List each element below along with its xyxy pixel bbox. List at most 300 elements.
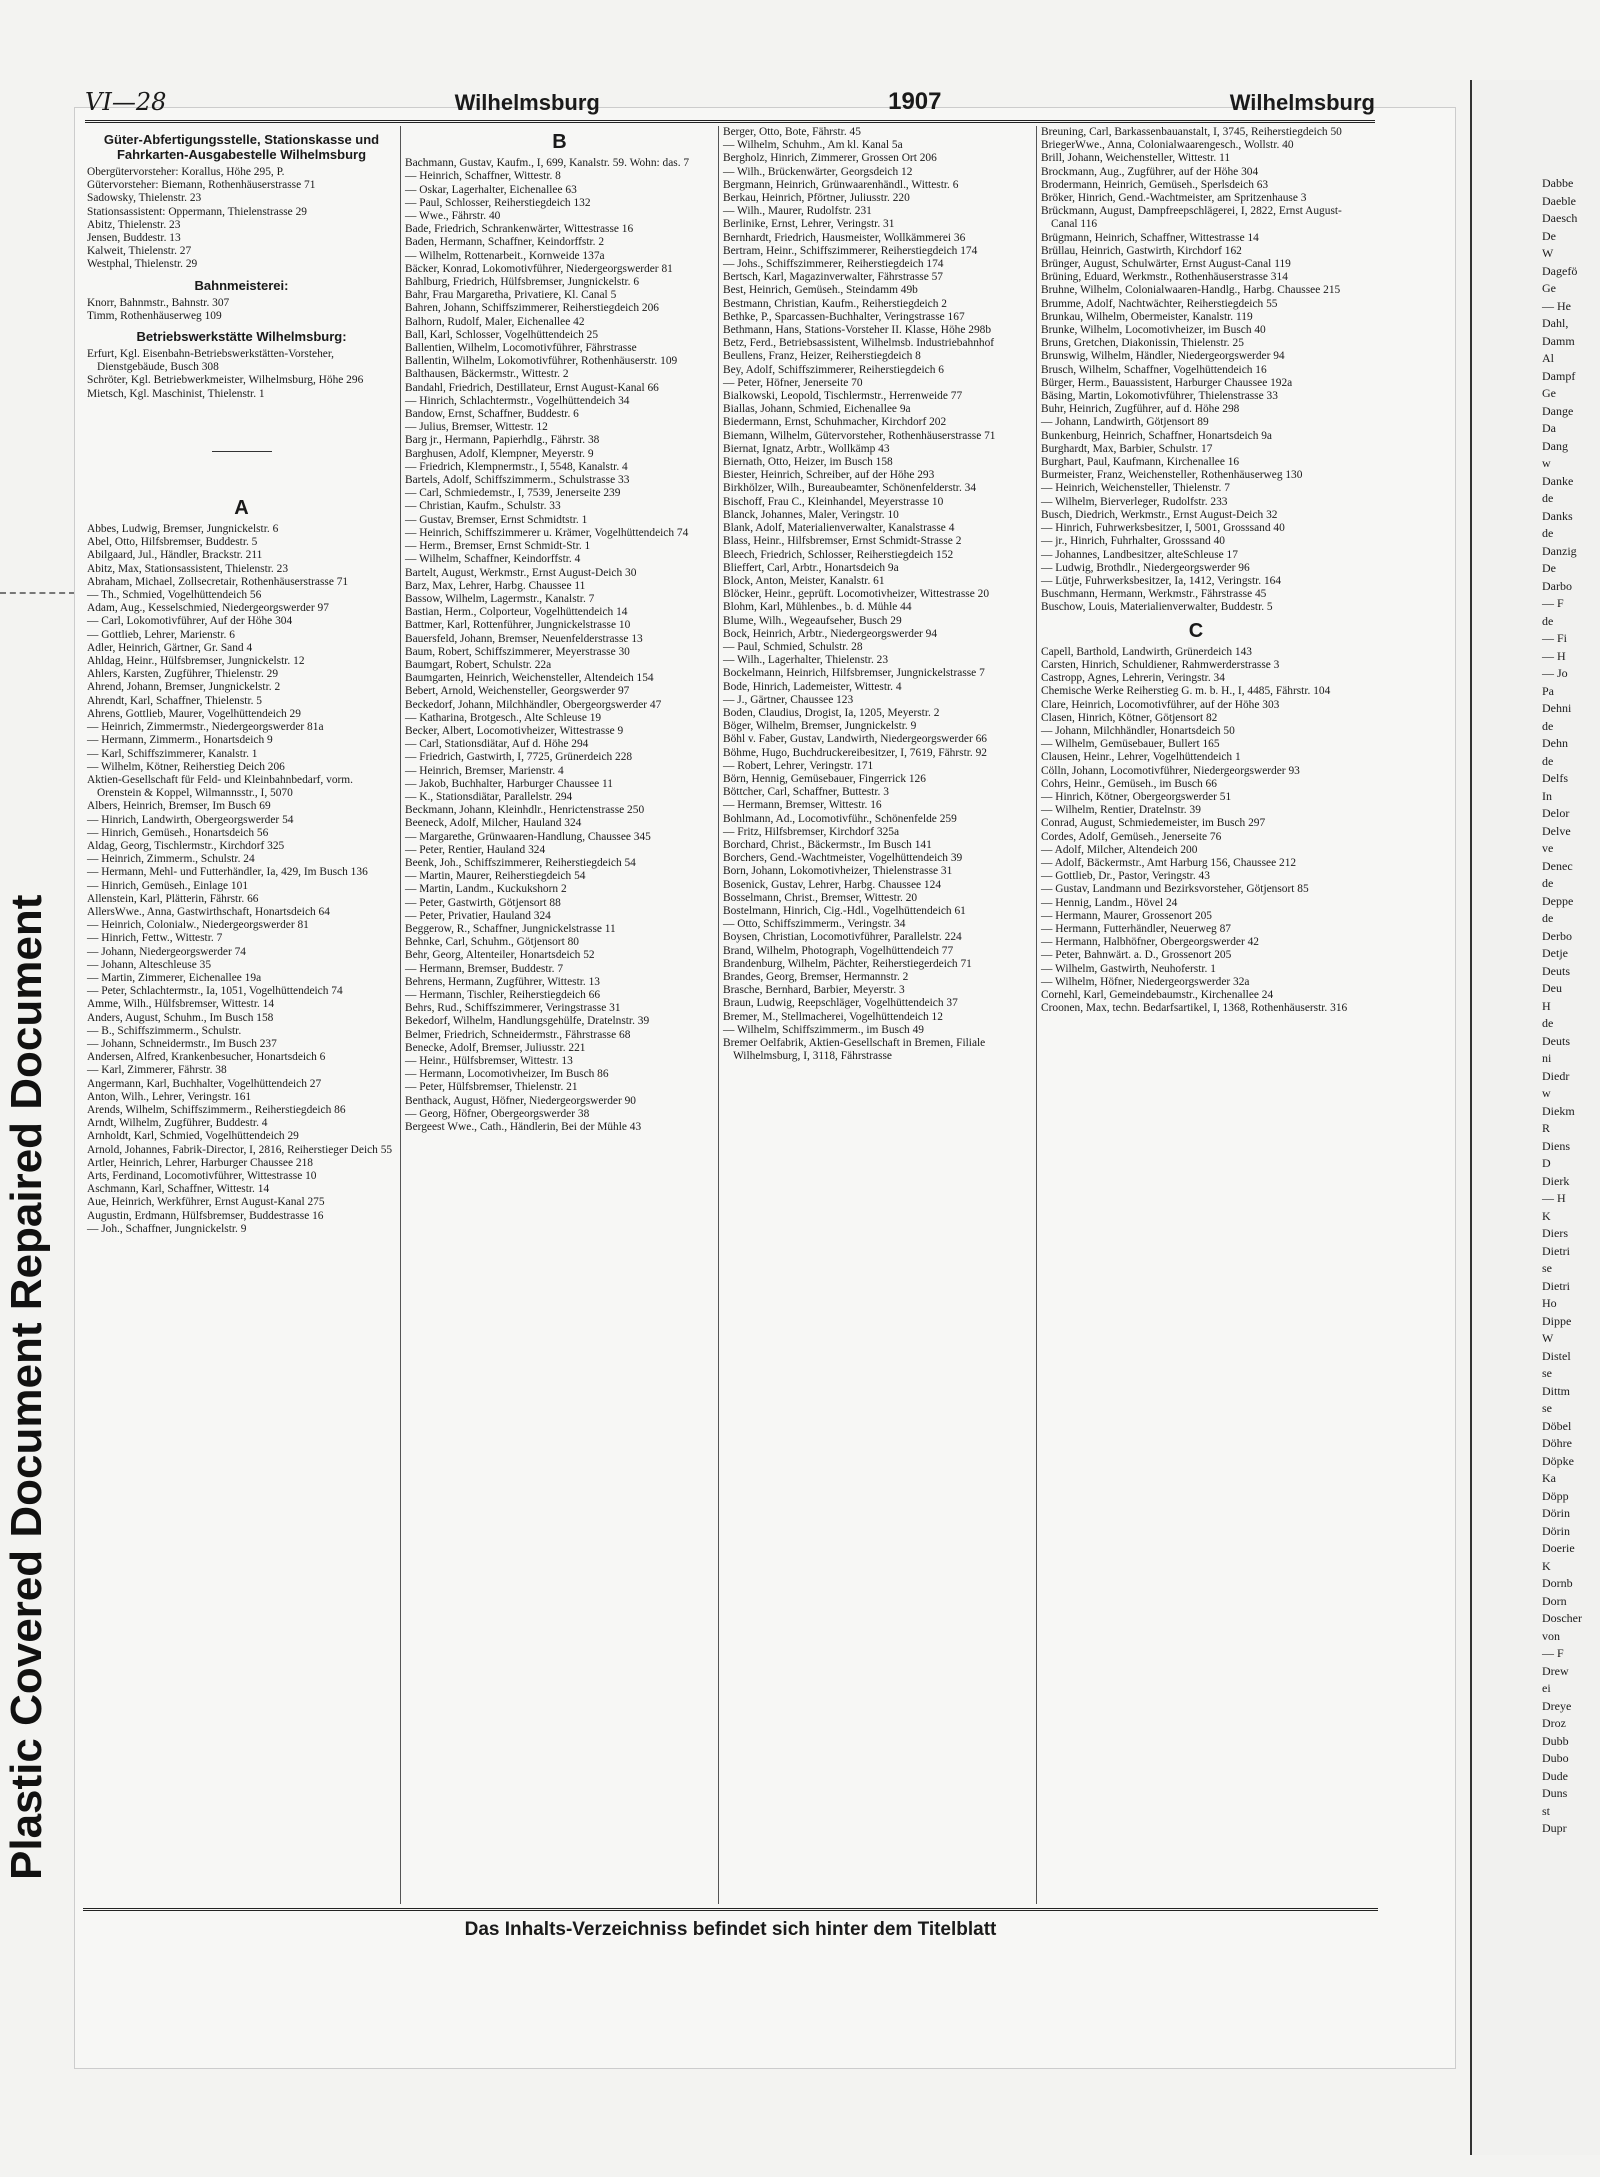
directory-entry: — Friedrich, Gastwirth, I, 7725, Grünerdeich 228 [405,751,633,764]
directory-entry: Abraham, Michael, Zollsecretair, Rothenhäuserstrasse 71 [87,575,349,588]
fragment-line: se [1542,1366,1552,1380]
directory-entry: Ahrend, Johann, Bremser, Jungnickelstr. 2 [87,681,281,694]
directory-entry: Anton, Wilh., Lehrer, Veringstr. 161 [87,1090,252,1103]
fragment-line: de [1542,876,1554,890]
directory-entry: — Johann, Schneidermstr., Im Busch 237 [87,1037,277,1050]
directory-entry: Beckedorf, Johann, Milchhändler, Obergeorgswerder 47 [405,698,662,711]
directory-entry: Allenstein, Karl, Plätterin, Fährstr. 66 [87,892,259,905]
directory-entry: Aschmann, Karl, Schaffner, Wittestr. 14 [87,1183,270,1196]
directory-entry: Bosselmann, Christ., Bremser, Wittestr. 20 [723,891,918,904]
fragment-line: Daesch [1542,211,1578,225]
letter-heading: A [234,496,249,519]
directory-entry: — Hermann, Halbhöfner, Obergeorgswerder 42 [1041,936,1260,949]
directory-entry: — Wilhelm, Schuhm., Am kl. Kanal 5a [723,139,903,152]
directory-entry: Berger, Otto, Bote, Fährstr. 45 [723,126,861,138]
directory-entry: Blank, Adolf, Materialienverwalter, Kanalstrasse 4 [723,522,955,535]
directory-entry: Buhr, Heinrich, Zugführer, auf d. Höhe 298 [1041,403,1240,416]
fragment-line: K [1542,1558,1551,1573]
directory-entry: Bestmann, Christian, Kaufm., Reiherstiegdeich 2 [723,297,947,310]
directory-entry: — Hennig, Landm., Hövel 24 [1041,896,1178,909]
directory-entry: — Hermann, Zimmerm., Honartsdeich 9 [87,734,273,747]
directory-entry: Bethmann, Hans, Stations-Vorsteher II. Klasse, Höhe 298b [723,324,992,337]
fragment-line: — F [1542,596,1564,610]
directory-entry: Burghart, Paul, Kaufmann, Kirchenallee 16 [1041,456,1240,469]
directory-entry: — Martin, Zimmerer, Eichenallee 19a [87,971,262,984]
directory-entry: Arnold, Johannes, Fabrik-Director, I, 2816, Reiherstieger Deich 55 [87,1143,393,1156]
fragment-line: Dupr [1542,1821,1567,1835]
directory-entry: Arts, Ferdinand, Locomotivführer, Wittestrasse 10 [87,1170,317,1182]
directory-entry: Bandahl, Friedrich, Destillateur, Ernst August-Kanal 66 [405,381,659,394]
fragment-line: De [1542,561,1556,575]
directory-entry: — Joh., Schaffner, Jungnickelstr. 9 [87,1222,247,1235]
directory-column [401,126,719,1904]
directory-entry: Carsten, Hinrich, Schuldiener, Rahmwerderstrasse 3 [1041,658,1280,671]
directory-entry: — Heinrich, Colonialw., Niedergeorgswerder 81 [87,919,309,932]
directory-entry: Block, Anton, Meister, Kanalstr. 61 [723,574,885,587]
directory-entry: — Wilhelm, Schiffszimmerm., im Busch 49 [723,1023,924,1036]
directory-entry: Brockmann, Aug., Zugführer, auf der Höhe 304 [1041,165,1259,178]
directory-entry: Andersen, Alfred, Krankenbesucher, Honartsdeich 6 [87,1051,326,1064]
directory-entry: Adam, Aug., Kesselschmied, Niedergeorgswerder 97 [87,602,329,615]
directory-entry: — Hinrich, Gemüseh., Honartsdeich 56 [87,826,269,839]
directory-entry: — Wilhelm, Höfner, Niedergeorgswerder 32a [1041,975,1250,988]
directory-entry: — Georg, Höfner, Obergeorgswerder 38 [405,1107,590,1120]
fragment-line: de [1542,526,1554,540]
fragment-line: Daeble [1542,193,1576,208]
directory-entry: Brodermann, Heinrich, Gemüseh., Sperlsdeich 63 [1041,178,1269,191]
fragment-line: Dude [1542,1768,1568,1783]
directory-entry: Berlinike, Ernst, Lehrer, Veringstr. 31 [723,218,895,231]
directory-entry: Barghusen, Adolf, Klempner, Meyerstr. 9 [405,447,594,460]
directory-entry: — Otto, Schiffszimmerm., Veringstr. 34 [723,918,906,931]
fragment-line: Dehn [1542,736,1568,750]
header-city-right: Wilhelmsburg [1229,90,1375,115]
directory-entry: Bahlburg, Friedrich, Hülfsbremser, Jungnickelstr. 6 [405,276,640,289]
section-title: Bahnmeisterei: [194,277,289,293]
directory-entry: Busch, Diedrich, Werkmstr., Ernst August-Deich 32 [1041,508,1278,521]
header-city-left: Wilhelmsburg [454,90,600,115]
directory-entry: Bastian, Herm., Colporteur, Vogelhüttendeich 14 [405,606,628,619]
directory-entry: — Carl, Schmiedemstr., I, 7539, Jenerseite 239 [405,487,621,500]
directory-entry: Bergholz, Hinrich, Zimmerer, Grossen Ort 206 [723,152,937,165]
directory-entry: — Wilhelm, Rottenarbeit., Kornweide 137a [405,249,605,262]
directory-entry: Arnholdt, Karl, Schmied, Vogelhüttendeich 29 [87,1130,299,1143]
fragment-line: Dampf [1542,368,1576,383]
directory-entry: Biernat, Ignatz, Arbtr., Wollkämp 43 [723,442,890,455]
directory-entry: Benecke, Adolf, Bremser, Juliusstr. 221 [405,1041,586,1054]
directory-entry: Borchard, Christ., Bäckermstr., Im Busch 141 [723,838,932,851]
directory-entry: — Hermann, Bremser, Wittestr. 16 [723,799,882,812]
directory-entry: Best, Heinrich, Gemüseh., Steindamm 49b [723,284,918,297]
fragment-line: Dierk [1542,1173,1570,1188]
directory-entry: Chemische Werke Reiherstieg G. m. b. H., I, 4485, Fährstr. 104 [1041,685,1331,698]
directory-entry: Bachmann, Gustav, Kaufm., I, 699, Kanalstr. 59. Wohn: das. 7 [405,157,690,170]
directory-entry: Cordes, Adolf, Gemüseh., Jenerseite 76 [1041,830,1222,843]
directory-entry: Blass, Heinr., Hilfsbremser, Ernst Schmidt-Strasse 2 [723,535,962,548]
directory-entry: — Hinrich, Schlachtermstr., Vogelhüttendeich 34 [405,394,630,407]
fragment-line: de [1542,491,1554,505]
directory-entry: Ahrendt, Karl, Schaffner, Thielenstr. 5 [87,694,262,707]
fragment-line: Dittm [1542,1383,1571,1398]
directory-entry: Burghardt, Max, Barbier, Schulstr. 17 [1041,442,1213,455]
fragment-line: Duns [1542,1786,1568,1800]
directory-entry: Clausen, Heinr., Lehrer, Vogelhüttendeich 1 [1041,751,1241,764]
directory-entry: Behr, Georg, Altenteiler, Honartsdeich 52 [405,949,595,962]
directory-entry: — Peter, Hülfsbremser, Thielenstr. 21 [405,1081,578,1094]
fragment-line: Döhre [1542,1436,1572,1450]
directory-entry: Böttcher, Carl, Schaffner, Buttestr. 3 [723,786,889,799]
directory-entry: — Karl, Schiffszimmerer, Kanalstr. 1 [87,747,258,760]
fragment-line: Diers [1542,1226,1568,1240]
directory-entry: Bruhne, Wilhelm, Colonialwaaren-Handlg., Harbg. Chaussee 215 [1041,284,1341,297]
fragment-line: Deu [1542,981,1562,995]
fragment-line: Döbel [1542,1418,1572,1433]
directory-entry: Artler, Heinrich, Lehrer, Harburger Chaussee 218 [87,1156,313,1169]
directory-entry: Knorr, Bahnmstr., Bahnstr. 307 [87,296,230,309]
directory-entry: Biedermann, Ernst, Schuhmacher, Kirchdorf 202 [723,416,947,429]
directory-entry: Angermann, Karl, Buchhalter, Vogelhüttendeich 27 [87,1077,322,1090]
directory-entry: Bethke, P., Sparcassen-Buchhalter, Veringstrasse 167 [723,310,965,323]
directory-entry: — Carl, Stationsdiätar, Auf d. Höhe 294 [405,738,589,751]
directory-entry: Buschow, Louis, Materialienverwalter, Buddestr. 5 [1041,601,1273,614]
directory-entry: — Th., Schmied, Vogelhüttendeich 56 [87,589,262,602]
fragment-line: W [1542,246,1554,260]
fragment-line: de [1542,753,1554,768]
directory-entry: Cohrs, Heinr., Gemüseh., im Busch 66 [1041,777,1217,790]
directory-entry: Aue, Heinrich, Werkführer, Ernst August-Kanal 275 [87,1196,325,1209]
directory-entry: — Gustav, Bremser, Ernst Schmidtstr. 1 [405,513,588,526]
fragment-line: Dabbe [1542,176,1574,190]
directory-entry: Ahlers, Karsten, Zugführer, Thielenstr. 29 [87,668,279,681]
directory-entry: Birkhölzer, Wilh., Bureaubeamter, Schönenfelderstr. 34 [723,482,977,495]
directory-entry: Behrs, Rud., Schiffszimmerer, Veringstrasse 31 [405,1002,621,1015]
directory-entry: Bey, Adolf, Schiffszimmerer, Reiherstiegdeich 6 [723,363,944,376]
directory-entry: Böhme, Hugo, Buchdruckereibesitzer, I, 7619, Fährstr. 92 [723,746,988,759]
fragment-line: Dörin [1542,1523,1570,1538]
directory-entry: Westphal, Thielenstr. 29 [87,258,198,271]
directory-entry: — Wwe., Fährstr. 40 [405,210,501,223]
directory-entry: — Adolf, Bäckermstr., Amt Harburg 156, Chaussee 212 [1041,856,1297,869]
directory-entry: — Lütje, Fuhrwerksbesitzer, Ia, 1412, Veringstr. 164 [1041,574,1282,587]
fragment-line: Dorn [1542,1593,1567,1608]
directory-entry: Bertram, Heinr., Schiffszimmerer, Reiherstiegdeich 174 [723,244,978,257]
directory-entry: Brandes, Georg, Bremser, Hermannstr. 2 [723,971,909,983]
fragment-line: w [1542,456,1551,470]
directory-entry: — Jakob, Buchhalter, Harburger Chaussee 11 [405,777,614,790]
directory-entry: Blume, Wilh., Wegeaufseher, Busch 29 [723,614,902,627]
fragment-line: — Jo [1542,666,1568,680]
fragment-line: Pa [1542,683,1554,698]
directory-entry: Bandow, Ernst, Schaffner, Buddestr. 6 [405,408,579,421]
fragment-line: von [1542,1628,1560,1643]
fragment-line: Doerie [1542,1541,1575,1555]
directory-entry: Schröter, Kgl. Betriebwerkmeister, Wilhelmsburg, Höhe 296 [87,374,364,387]
directory-entry: Berkau, Heinrich, Pförtner, Juliusstr. 220 [723,192,910,205]
fragment-line: Derbo [1542,928,1572,943]
fragment-line: st [1542,1803,1551,1818]
directory-entry: — Martin, Landm., Kuckukshorn 2 [405,883,567,896]
directory-page [75,88,1455,2068]
directory-entry: Balthausen, Bäckermstr., Wittestr. 2 [405,368,569,381]
directory-entry: Behnke, Carl, Schuhm., Götjensort 80 [405,936,580,949]
directory-entry: Arndt, Wilhelm, Zugführer, Buddestr. 4 [87,1117,268,1130]
fragment-line: — H [1542,1191,1566,1205]
fragment-line: Droz [1542,1716,1566,1730]
directory-entry: Bruns, Gretchen, Diakonissin, Thielenstr. 25 [1041,337,1244,350]
directory-entry: Bunkenburg, Heinrich, Schaffner, Honartsdeich 9a [1041,429,1272,442]
page-footer: Das Inhalts-Verzeichniss befindet sich hinter dem Titelblatt [83,1908,1378,1941]
directory-entry: Augustin, Erdmann, Hülfsbremser, Buddestrasse 16 [87,1209,324,1222]
fragment-line: Delfs [1542,771,1568,785]
directory-entry: Boysen, Christian, Locomotivführer, Parallelstr. 224 [723,931,962,944]
directory-entry: — Gottlieb, Dr., Pastor, Veringstr. 43 [1041,870,1210,883]
directory-entry: Blieffert, Carl, Arbtr., Honartsdeich 9a [723,561,899,574]
fragment-line: Ge [1542,281,1556,295]
directory-entry: Castropp, Agnes, Lehrerin, Veringstr. 34 [1041,672,1225,685]
directory-entry: — Wilh., Lagerhalter, Thielenstr. 23 [723,654,889,667]
directory-entry: — Peter, Gastwirth, Götjensort 88 [405,896,561,909]
fragment-line: — He [1542,298,1571,313]
fragment-line: Döpp [1542,1488,1569,1503]
directory-entry: — Heinrich, Schaffner, Wittestr. 8 [405,170,561,183]
directory-entry: — Heinrich, Zimmermstr., Niedergeorgswerder 81a [87,721,324,734]
directory-entry: Bernhardt, Friedrich, Hausmeister, Wollkämmerei 36 [723,231,966,244]
directory-entry: — Johannes, Landbesitzer, alteSchleuse 17 [1041,548,1238,561]
fragment-line: Dietri [1542,1243,1570,1258]
directory-entry: — Johann, Niedergeorgswerder 74 [87,945,247,958]
directory-entry: Abbes, Ludwig, Bremser, Jungnickelstr. 6 [87,523,279,536]
directory-entry: Bremer Oelfabrik, Aktien-Gesellschaft in Bremen, Filiale Wilhelmsburg, I, 3118, Fährstrasse [723,1037,986,1063]
directory-entry: Sadowsky, Thielenstr. 23 [87,192,202,205]
directory-column [1037,126,1355,1904]
directory-entry: Bock, Heinrich, Arbtr., Niedergeorgswerder 94 [723,627,938,640]
adjacent-page-fragment [1470,80,1600,2155]
directory-entry: Croonen, Max, techn. Bedarfsartikel, I, 1368, Rothenhäuserstr. 316 [1041,1002,1348,1015]
directory-entry: Barg jr., Hermann, Papierhdlg., Fährstr. 38 [405,434,600,447]
directory-entry: — Julius, Bremser, Wittestr. 12 [405,421,548,434]
directory-entry: — Heinr., Hülfsbremser, Wittestr. 13 [405,1055,573,1068]
directory-entry: Brandenburg, Wilhelm, Pächter, Reiherstiegerdeich 71 [723,957,972,970]
fragment-line: de [1542,1016,1554,1030]
directory-entry: Bröker, Hinrich, Gend.-Wachtmeister, am Spritzenhause 3 [1041,192,1307,205]
directory-entry: Brasche, Bernhard, Barbier, Meyerstr. 3 [723,984,905,997]
directory-entry: Braun, Ludwig, Reepschläger, Vogelhüttendeich 37 [723,997,958,1010]
directory-entry: Gütervorsteher: Biemann, Rothenhäuserstrasse 71 [87,179,316,192]
fragment-line: Diens [1542,1138,1570,1153]
directory-entry: — B., Schiffszimmerm., Schulstr. [87,1024,242,1037]
directory-entry: Brusch, Wilhelm, Schaffner, Vogelhüttendeich 16 [1041,363,1267,376]
fragment-line: H [1542,998,1551,1013]
directory-entry: Clasen, Hinrich, Kötner, Götjensort 82 [1041,711,1218,724]
fragment-line: Dubo [1542,1751,1569,1765]
directory-entry: Ball, Karl, Schlosser, Vogelhüttendeich 25 [405,328,599,341]
directory-entry: Barz, Max, Lehrer, Harbg. Chaussee 11 [405,579,586,592]
directory-entry: Bleech, Friedrich, Schlosser, Reiherstiegdeich 152 [723,548,954,561]
directory-entry: Bischoff, Frau C., Kleinhandel, Meyerstrasse 10 [723,495,944,508]
directory-entry: — Hinrich, Kötner, Obergeorgswerder 51 [1041,790,1232,803]
fragment-line: De [1542,228,1556,243]
directory-entry: — Johann, Milchhändler, Honartsdeich 50 [1041,724,1235,737]
directory-entry: Arends, Wilhelm, Schiffszimmerm., Reiherstiegdeich 86 [87,1103,346,1116]
directory-entry: Abilgaard, Jul., Händler, Brackstr. 211 [87,549,263,562]
directory-entry: — Carl, Lokomotivführer, Auf der Höhe 304 [87,615,293,628]
directory-entry: — Wilhelm, Gemüsebauer, Bullert 165 [1041,738,1220,751]
directory-entry: — Heinrich, Weichensteller, Thielenstr. 7 [1041,482,1230,495]
directory-entry: — Wilh., Maurer, Rudolfstr. 231 [723,205,872,218]
fragment-line: Denec [1542,858,1573,873]
directory-entry: — Hinrich, Landwirth, Obergeorgswerder 54 [87,813,294,826]
directory-entry: Cornehl, Karl, Gemeindebaumstr., Kirchenallee 24 [1041,989,1274,1001]
directory-entry: Bäsing, Martin, Lokomotivführer, Thielenstrasse 33 [1041,390,1278,403]
directory-entry: BriegerWwe., Anna, Colonialwaarengesch., Wollstr. 40 [1041,139,1294,152]
directory-entry: Brügmann, Heinrich, Schaffner, Wittestrasse 14 [1041,231,1259,244]
directory-entry: Burmeister, Franz, Weichensteller, Rothenhäuserweg 130 [1041,469,1303,482]
directory-entry: Anders, August, Schuhm., Im Busch 158 [87,1011,274,1024]
directory-entry: Erfurt, Kgl. Eisenbahn-Betriebswerkstätten-Vorsteher, Dienstgebäude, Busch 308 [87,348,335,374]
fragment-line: de [1542,911,1554,925]
directory-entry: Brand, Wilhelm, Photograph, Vogelhüttendeich 77 [723,944,954,957]
directory-entry: Bürger, Herm., Bauassistent, Harburger Chaussee 192a [1041,376,1293,389]
directory-entry: Biallas, Johann, Schmied, Eichenallee 9a [723,403,911,416]
directory-entry: Becker, Albert, Locomotivheizer, Wittestrasse 9 [405,724,624,737]
fragment-line: Dubb [1542,1733,1569,1748]
fragment-line: ei [1542,1681,1551,1695]
directory-entry: — Friedrich, Klempnermstr., I, 5548, Kanalstr. 4 [405,460,628,473]
directory-entry: Biemann, Wilhelm, Gütervorsteher, Rothenhäuserstrasse 71 [723,429,996,442]
directory-entry: — Heinrich, Bremser, Marienstr. 4 [405,764,564,777]
directory-entry: Bahren, Johann, Schiffszimmerer, Reiherstiegdeich 206 [405,302,659,315]
fragment-line: Ho [1542,1296,1557,1310]
fragment-line: Ka [1542,1471,1556,1485]
directory-entry: — Heinrich, Zimmerm., Schulstr. 24 [87,853,255,866]
directory-entry: Cölln, Johann, Locomotivführer, Niedergeorgswerder 93 [1041,764,1300,777]
directory-entry: Capell, Barthold, Landwirth, Grünerdeich 143 [1041,645,1252,658]
directory-entry: — Margarethe, Grünwaaren-Handlung, Chaussee 345 [405,830,651,843]
directory-entry: Ahrens, Gottlieb, Maurer, Vogelhüttendeich 29 [87,707,301,720]
directory-entry: Bäcker, Konrad, Lokomotivführer, Niedergeorgswerder 81 [405,262,673,275]
directory-entry: Borchers, Gend.-Wachtmeister, Vogelhüttendeich 39 [723,852,963,865]
directory-entry: — Hermann, Futterhändler, Neuerweg 87 [1041,922,1231,935]
directory-entry: Conrad, August, Schmiedemeister, im Busch 297 [1041,817,1266,830]
directory-entry: Bassow, Wilhelm, Lagermstr., Kanalstr. 7 [405,592,595,605]
directory-entry: — Karl, Zimmerer, Fährstr. 38 [87,1064,227,1077]
directory-entry: Brunke, Wilhelm, Locomotivheizer, im Busch 40 [1041,324,1266,337]
fragment-line: Dagefö [1542,263,1578,278]
directory-entry: Bode, Hinrich, Lademeister, Wittestr. 4 [723,680,902,693]
fragment-line: Deppe [1542,893,1574,908]
directory-columns [83,126,1378,1904]
directory-entry: — Johann, Alteschleuse 35 [87,958,212,971]
fragment-line: Döpke [1542,1453,1574,1468]
directory-entry: Bremer, M., Stellmacherei, Vogelhüttendeich 12 [723,1010,943,1023]
fragment-line: Dörin [1542,1506,1570,1520]
fragment-line: — F [1542,1646,1564,1660]
directory-entry: Brunkau, Wilhelm, Obermeister, Kanalstr. 119 [1041,310,1253,323]
directory-entry: Stationsassistent: Oppermann, Thielenstrasse 29 [87,205,307,218]
fragment-line: Distel [1542,1348,1571,1363]
directory-entry: Bebert, Arnold, Weichensteller, Georgswerder 97 [405,685,630,698]
directory-column [719,126,1037,1904]
directory-entry: Betz, Ferd., Betriebsassistent, Wilhelmsb. Industriebahnhof [723,337,995,350]
directory-entry: Biester, Heinrich, Schreiber, auf der Höhe 293 [723,469,935,482]
directory-entry: Jensen, Buddestr. 13 [87,232,181,245]
fragment-line: Delve [1542,823,1571,838]
directory-entry: Beggerow, R., Schaffner, Jungnickelstrasse 11 [405,922,616,935]
fragment-line: Dippe [1542,1313,1572,1328]
directory-entry: Ballentin, Wilhelm, Lokomotivführer, Rothenhäuserstr. 109 [405,355,678,368]
directory-entry: — Peter, Schlachtermstr., Ia, 1051, Vogelhüttendeich 74 [87,985,343,998]
page-header [85,76,1375,123]
directory-entry: Blöcker, Heinr., geprüft. Locomotivheizer, Wittestrasse 20 [723,588,990,601]
fragment-line: Doscher [1542,1611,1582,1625]
fragment-line: Darbo [1542,578,1572,593]
letter-heading: B [552,131,567,153]
directory-entry: Brückmann, August, Dampfreepschlägerei, I, 2822, Ernst August-Canal 116 [1041,205,1342,231]
directory-entry: — J., Gärtner, Chaussee 123 [723,693,854,706]
fragment-line: Dahl, [1542,316,1569,330]
fragment-line: Al [1542,351,1554,365]
directory-entry: Abel, Otto, Hilfsbremser, Buddestr. 5 [87,536,258,549]
section-title: Güter-Abfertigungsstelle, Stationskasse und Fahrkarten-Ausgabestelle Wilhelmsburg [103,132,380,162]
fragment-line: Ge [1542,386,1556,400]
fragment-line: R [1542,1121,1551,1135]
directory-entry: Bahr, Frau Margaretha, Privatiere, Kl. Canal 5 [405,289,617,302]
directory-entry: — Johs., Schiffszimmerer, Reiherstiegdeich 174 [723,258,944,271]
directory-entry: Abitz, Max, Stationsassistent, Thielenstr. 23 [87,562,289,575]
fragment-line: Dehni [1542,701,1572,715]
fragment-line: ni [1542,1051,1552,1065]
directory-entry: Bade, Friedrich, Schrankenwärter, Wittestrasse 16 [405,223,634,236]
directory-entry: Biernath, Otto, Heizer, im Busch 158 [723,456,893,469]
directory-entry: — Hermann, Bremser, Buddestr. 7 [405,962,564,975]
directory-entry: — Hermann, Tischler, Reiherstiegdeich 66 [405,989,601,1001]
directory-entry: Böhl v. Faber, Gustav, Landwirth, Niedergeorgswerder 66 [723,733,987,746]
directory-entry: — Ludwig, Brothdlr., Niedergeorgswerder 96 [1041,561,1250,574]
directory-entry: AllersWwe., Anna, Gastwirthschaft, Honartsdeich 64 [87,905,330,918]
directory-entry: Bartels, Adolf, Schiffszimmerm., Schulstrasse 33 [405,474,630,487]
fragment-line: de [1542,718,1554,733]
fragment-line: Deuts [1542,1033,1570,1048]
directory-entry: Bockelmann, Heinrich, Hilfsbremser, Jungnickelstrasse 7 [723,667,985,680]
directory-entry: Brüning, Eduard, Werkmstr., Rothenhäuserstrasse 314 [1041,271,1288,284]
directory-entry: — Robert, Lehrer, Veringstr. 171 [723,759,874,772]
page-number: VI—28 [85,88,167,116]
directory-entry: — Peter, Rentier, Hauland 324 [405,843,546,856]
directory-entry: — Wilhelm, Schaffner, Keindorffstr. 4 [405,553,581,566]
directory-entry: Abitz, Thielenstr. 23 [87,218,181,231]
directory-entry: Brünger, August, Schulwärter, Ernst August-Canal 119 [1041,258,1291,271]
directory-entry: — Hermann, Maurer, Grossenort 205 [1041,909,1212,922]
header-year: 1907 [888,88,942,115]
section-divider [212,451,272,452]
directory-entry: Timm, Rothenhäuserweg 109 [87,309,222,322]
directory-entry: Beeneck, Adolf, Milcher, Hauland 324 [405,817,582,830]
directory-entry: Beullens, Franz, Heizer, Reiherstiegdeich 8 [723,350,921,363]
fragment-line: Danks [1542,508,1573,523]
directory-entry: Bostelmann, Hinrich, Cig.-Hdl., Vogelhüttendeich 61 [723,904,966,917]
directory-entry: Beenk, Joh., Schiffszimmerer, Reiherstiegdeich 54 [405,856,636,869]
directory-entry: Behrens, Hermann, Zugführer, Wittestr. 13 [405,975,600,988]
directory-entry: Böger, Wilhelm, Bremser, Jungnickelstr. 9 [723,720,917,733]
directory-entry: — Johann, Landwirth, Götjensort 89 [1041,416,1209,429]
directory-entry: — Hermann, Locomotivheizer, Im Busch 86 [405,1068,609,1081]
directory-entry: Brüllau, Heinrich, Gastwirth, Kirchdorf 162 [1041,244,1242,257]
directory-entry: Bialkowski, Leopold, Tischlermstr., Herrenweide 77 [723,390,963,403]
fragment-line: Diedr [1542,1068,1570,1083]
directory-entry: — Paul, Schlosser, Reiherstiegdeich 132 [405,196,591,209]
fragment-line: ve [1542,841,1554,855]
directory-entry: — Adolf, Milcher, Altendeich 200 [1041,843,1198,856]
